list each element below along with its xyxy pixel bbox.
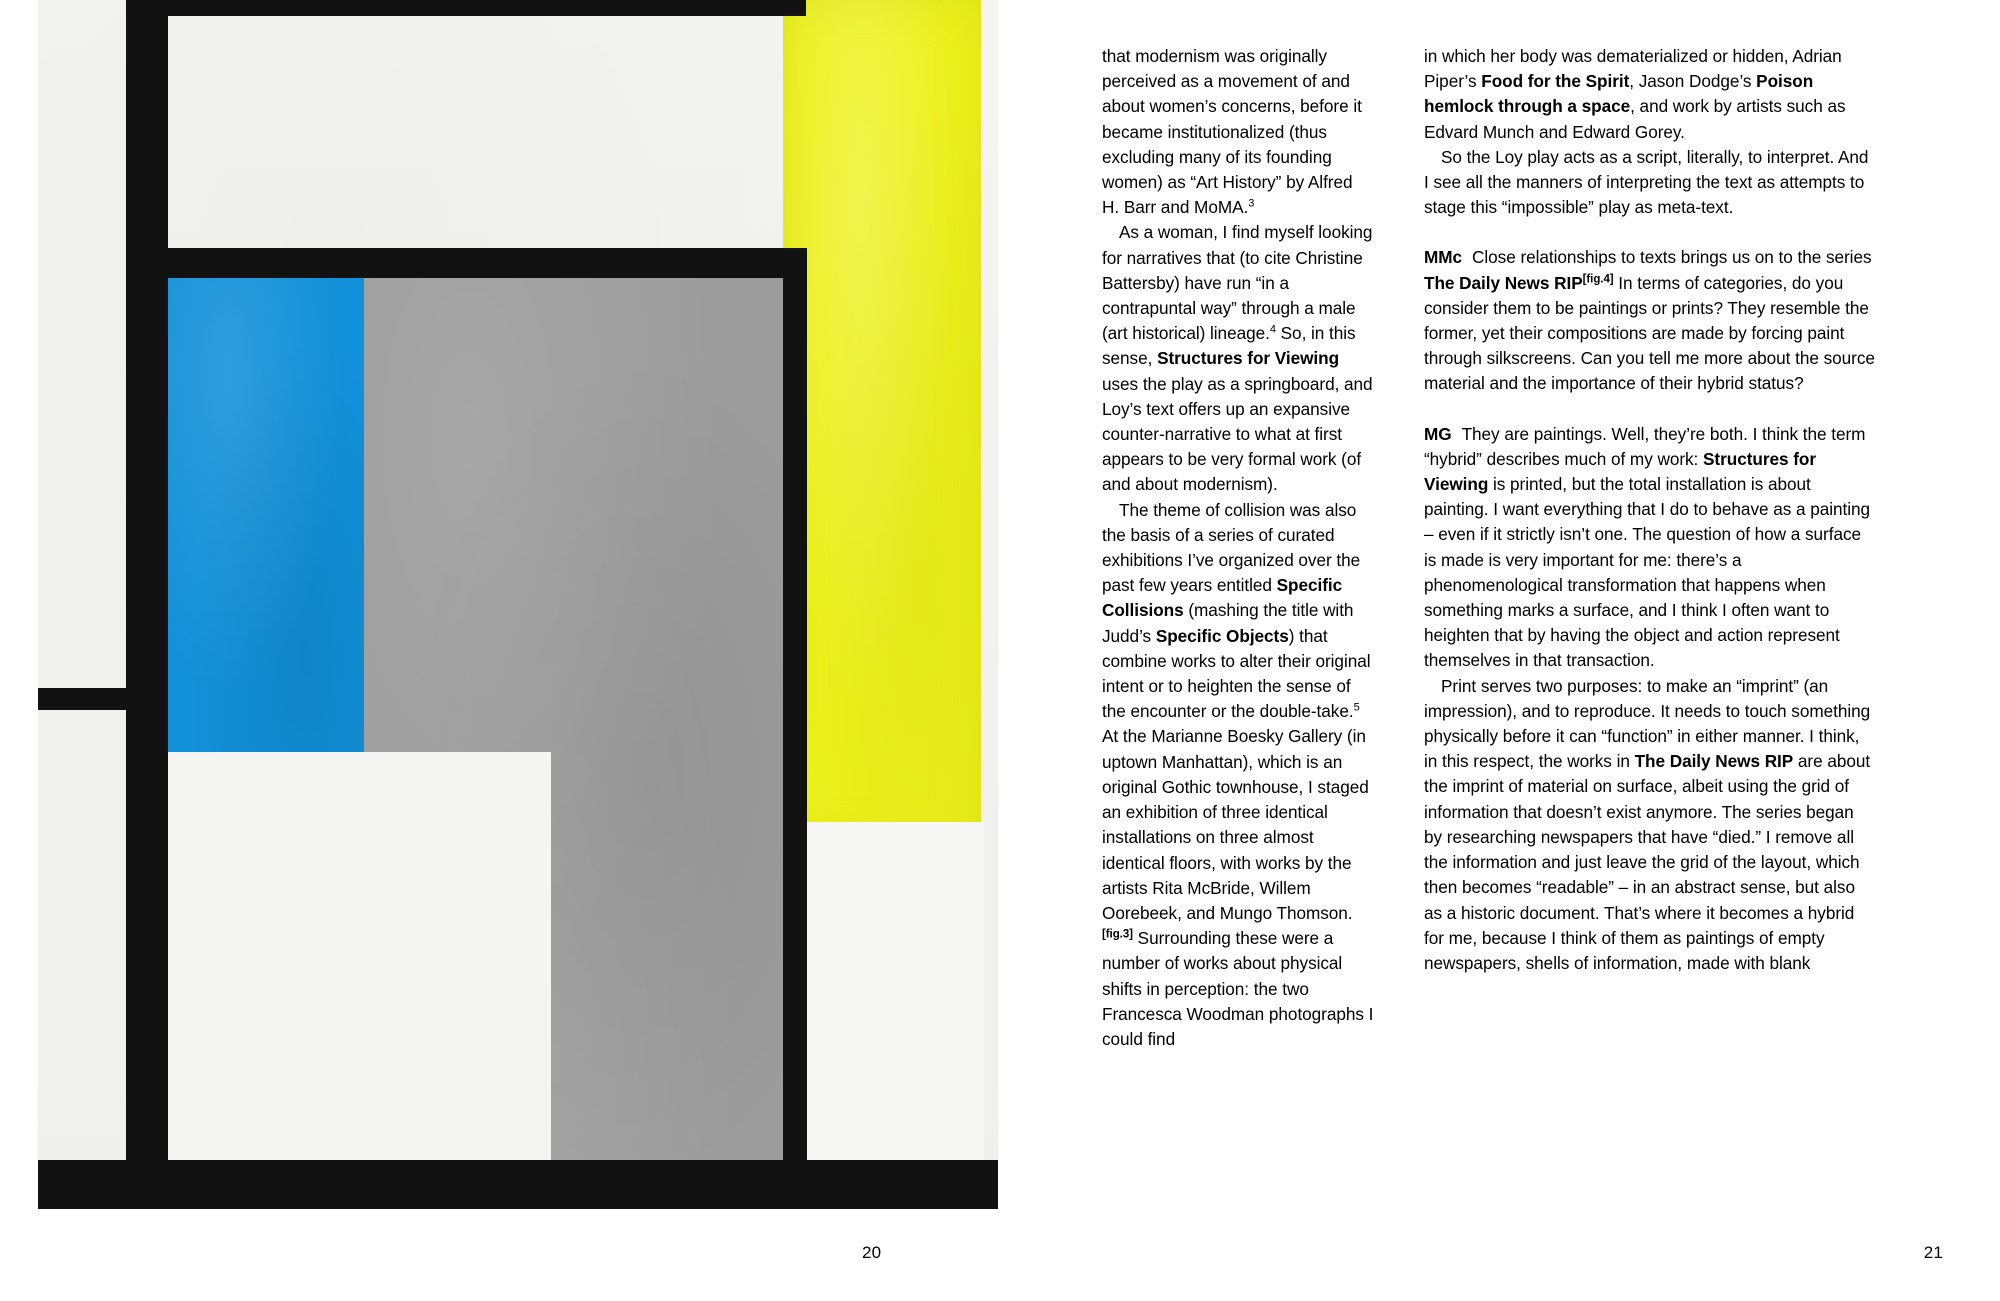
paragraph-text: that modernism was originally perceived as a movement of and about women’s concerns, before it became institutionalized (thus excluding many of its founding women) as “Art History” by Alfred H. Barr and MoMA. (1102, 46, 1362, 218)
artwork-black-bar-stub (38, 688, 130, 710)
paragraph-text: is printed, but the total installation is about painting. I want everything that I do to behave as a painting – even if it strictly isn’t one. The question of how a surface is made is very important for me: there’s a phenomenological transformation that happens when something marks a surface, and I think I often want to heighten that by having the object and action represent themselves in that transaction. (1424, 474, 1871, 671)
page-number-left: 20 (862, 1243, 882, 1262)
artwork-black-bar-top (126, 0, 806, 16)
text-columns (1102, 44, 1942, 1052)
right-page (1035, 0, 2000, 1301)
work-title-daily-news-rip-2: The Daily News RIP (1634, 751, 1794, 772)
paragraph-text: ) that combine works to alter their original intent or to heighten the sense of the encounter or the double-take. (1102, 625, 1371, 722)
work-title-specific-objects: Specific Objects (1155, 625, 1289, 646)
work-title-structures-for-viewing: Structures for Viewing (1157, 348, 1340, 369)
paragraph-text: At the Marianne Boesky Gallery (in uptown Manhattan), which is an original Gothic townhouse, I staged an exhibition of three identical installations on three almost identical floors, with works by the artists Rita McBride, Willem Oorebeek, and Mungo Thomson. (1102, 726, 1369, 923)
paragraph-text: Surrounding these were a number of works about physical shifts in perception: the two Francesca Woodman photographs I could find (1102, 928, 1374, 1049)
paragraph-text: , and work by artists such as Edvard Munch and Edward Gorey. (1424, 96, 1846, 142)
artwork-white-block-lower-right (794, 822, 984, 1176)
paragraph-text: Close relationships to texts brings us on to the series (1472, 247, 1872, 268)
figure-reference-fig3: [fig.3] (1102, 928, 1133, 941)
work-title-structures-for-viewing-2: Structures for Viewing (1424, 448, 1816, 495)
paragraph-text: The theme of collision was also the basis of a series of curated exhibitions I’ve organized over the past few years entitled (1102, 499, 1361, 596)
artwork-blue-block (168, 276, 364, 755)
paragraph-text: are about the imprint of material on surface, albeit using the grid of information that doesn’t exist anymore. The series began by researching newspapers that have “died.” I remove all the information and just leave the grid of the layout, which then becomes “readable” – in an abstract sense, but also as a historic document. That’s where it becomes a hybrid for me, because I think of them as paintings of empty newspapers, shells of information, made with blank (1424, 751, 1871, 973)
figure-reference-fig4: [fig.4] (1582, 272, 1614, 285)
paragraph-text: So, in this sense, (1102, 323, 1356, 369)
answer-mg (1424, 422, 1876, 674)
paragraph-print-purposes (1424, 674, 1876, 976)
paragraph-text: As a woman, I find myself looking for narratives that (to cite Christine Battersby) have run “in a contrapuntal way” through a male (art historical) lineage. (1102, 222, 1373, 344)
footnote-marker-3: 3 (1248, 197, 1255, 210)
footnote-marker-4: 4 (1269, 323, 1276, 336)
paragraph-text: They are paintings. Well, they’re both. I think the term “hybrid” describes much of my work: (1424, 423, 1866, 469)
paragraph-loy-play: So the Loy play acts as a script, literally, to interpret. And I see all the manners of interpreting the text as attempts to stage this “impossible” play as meta-text. (1424, 146, 1869, 218)
work-title-specific-collisions: Specific Collisions (1102, 575, 1343, 621)
artwork-image (38, 0, 998, 1209)
paragraph-continuation-2 (1424, 44, 1876, 145)
paragraph-text: In terms of categories, do you consider them to be paintings or prints? They resemble the former, yet their compositions are made by forcing paint through silkscreens. Can you tell me more about the source material and the importance of their hybrid status? (1424, 272, 1875, 394)
paragraph-as-a-woman (1102, 220, 1374, 497)
page-number-right: 21 (1923, 1243, 1943, 1262)
paragraph-continuation (1102, 44, 1374, 220)
text-column-2 (1424, 44, 1876, 1052)
paragraph-text: in which her body was dematerialized or hidden, Adrian Piper’s (1424, 46, 1842, 92)
speaker-label-mmc: MMc (1424, 247, 1463, 268)
paragraph-text: , Jason Dodge’s (1629, 71, 1757, 92)
paragraph-text: uses the play as a springboard, and Loy’s text offers up an expansive counter-narrative to what at first appears to be very formal work (of and about modernism). (1102, 373, 1373, 495)
paragraph-theme-of-collision (1102, 498, 1374, 1052)
work-title-poison-hemlock: Poison hemlock through a space (1424, 71, 1814, 117)
work-title-food-for-the-spirit: Food for the Spirit (1481, 71, 1630, 92)
paragraph-text: (mashing the title with Judd’s (1102, 600, 1354, 646)
paragraph-text: Print serves two purposes: to make an “imprint” (an impression), and to reproduce. It needs to touch something physically before it can “function” in either manner. I think, in this respect, the works in (1424, 675, 1871, 772)
question-mmc (1424, 245, 1876, 396)
work-title-daily-news-rip: The Daily News RIP (1424, 272, 1583, 293)
footnote-marker-5: 5 (1353, 701, 1360, 714)
artwork-yellow-band (783, 0, 981, 845)
artwork-black-bar-left (126, 0, 168, 1209)
artwork-black-bar-right (783, 248, 807, 1178)
artwork-black-bar-horizontal-upper (126, 248, 806, 278)
artwork-white-block-lower-left (126, 752, 551, 1176)
speaker-label-mg: MG (1424, 423, 1452, 444)
artwork-black-bar-bottom (38, 1160, 998, 1209)
text-column-1 (1102, 44, 1374, 1052)
